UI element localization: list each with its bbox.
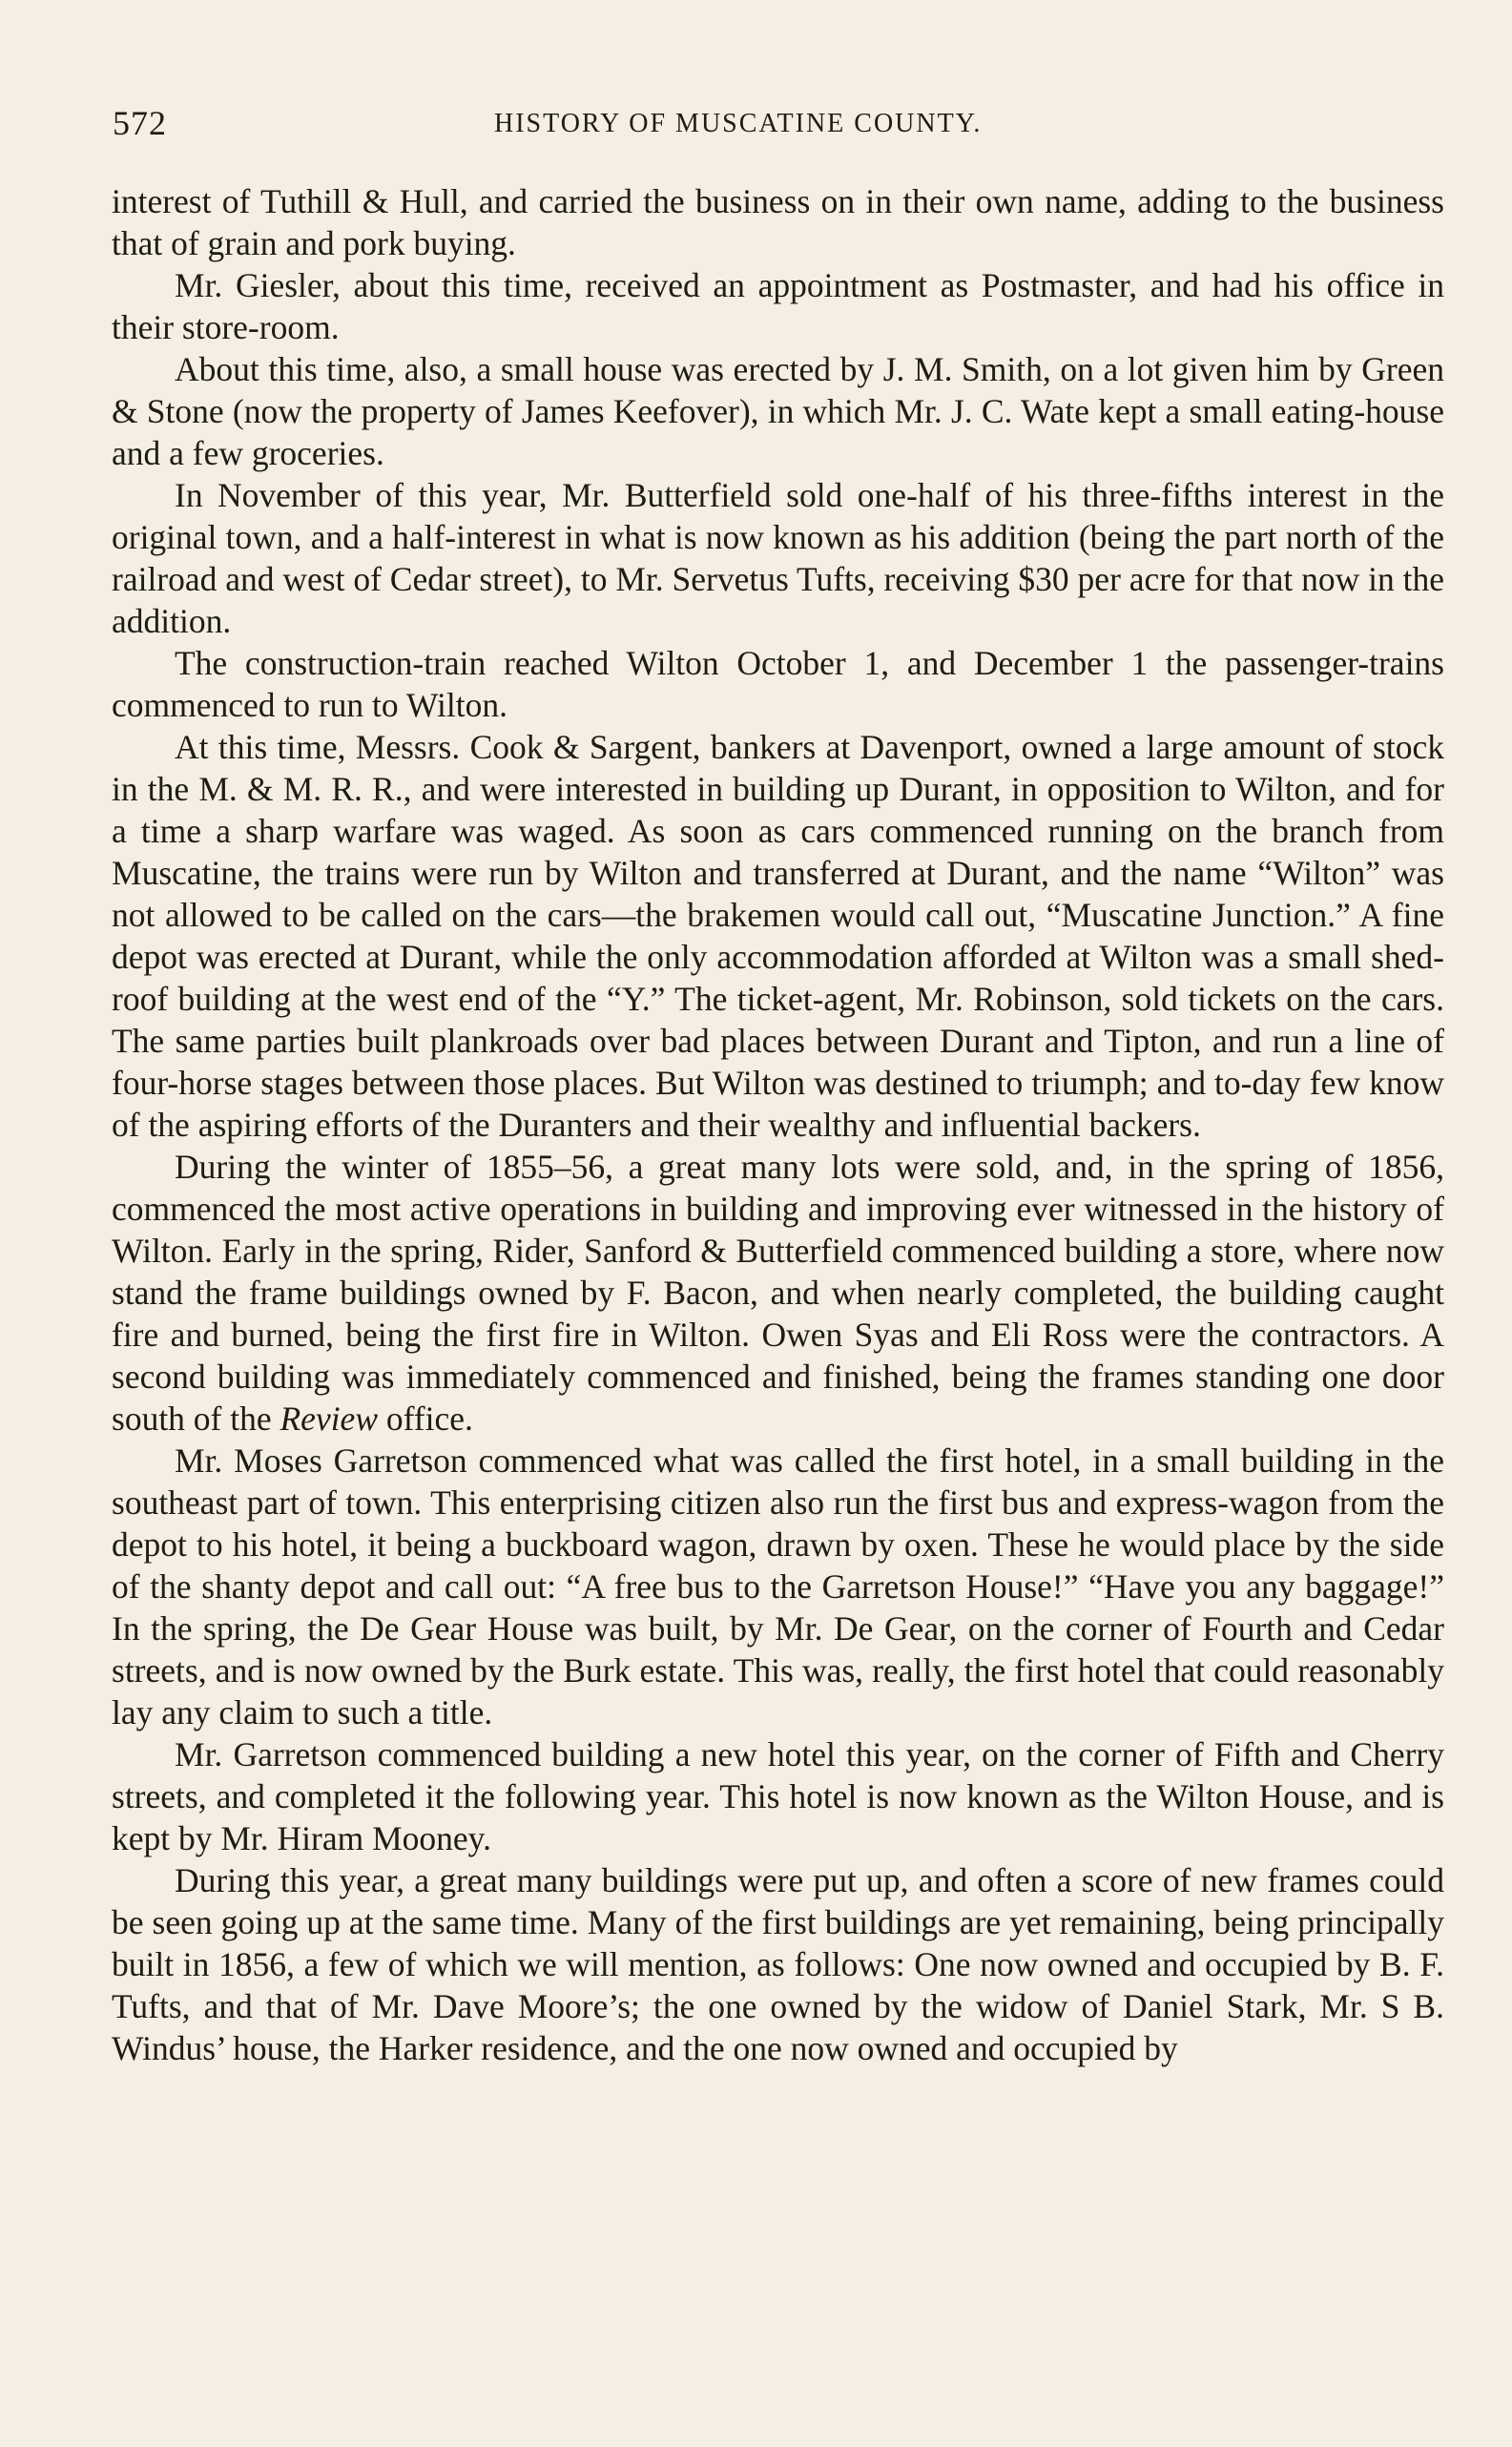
paragraph: In November of this year, Mr. Butterfield sold one-half of his three-fifths interest in the original town, and a half-interest in what is now known as his addition (being the part north of the railroad and west of Cedar street), to Mr. Servetus Tufts, receiving $30 per acre for that now in the addition. [112,476,1444,640]
paragraph-continued: interest of Tuthill & Hull, and carried the business on in their own name, adding to the business that of grain and pork buying. [112,182,1444,262]
paragraph: The construction-train reached Wilton October 1, and December 1 the passenger-trains commenced to run to Wilton. [112,644,1444,724]
page-header [113,103,1443,149]
italic-term-review: Review [280,1400,378,1438]
paragraph: Mr. Giesler, about this time, received an appointment as Postmaster, and had his office in their store-room. [112,266,1444,346]
paragraph-text-end: office. [378,1400,473,1438]
paragraph-with-italic [112,1146,1444,1440]
paragraph-text: During the winter of 1855–56, a great many lots were sold, and, in the spring of 1856, commenced the most active operations in building and improving ever witnessed in the history of Wilton. Early in the spring, Rider, Sanford & Butterfield commenced building a store, where now stand the frame buildings owned by F. Bacon, and when nearly completed, the building caught fire and burned, being the first fire in Wilton. Owen Syas and Eli Ross were the contractors. A second building was immediately commenced and finished, being the frames standing one door south of the [112,1148,1444,1438]
paragraph: Mr. Moses Garretson commenced what was called the first hotel, in a small building in the southeast part of town. This enterprising citizen also run the first bus and express-wagon from the depot to his hotel, it being a buckboard wagon, drawn by oxen. These he would place by the side of the shanty depot and call out: “A free bus to the Garretson House!” “Have you any baggage!” In the spring, the De Gear House was built, by Mr. De Gear, on the corner of Fourth and Cedar streets, and is now owned by the Burk estate. This was, really, the first hotel that could reasonably lay any claim to such a title. [112,1441,1444,1732]
running-title: HISTORY OF MUSCATINE COUNTY. [494,109,983,138]
page-number: 572 [113,104,167,142]
paragraph: At this time, Messrs. Cook & Sargent, bankers at Davenport, owned a large amount of stock in the M. & M. R. R., and were interested in building up Durant, in opposition to Wilton, and for a time a sharp warfare was waged. As soon as cars commenced running on the branch from Muscatine, the trains were run by Wilton and transferred at Durant, and the name “Wilton” was not allowed to be called on the cars—the brakemen would call out, “Muscatine Junction.” A fine depot was erected at Durant, while the only accommodation afforded at Wilton was a small shed-roof building at the west end of the “Y.” The ticket-agent, Mr. Robinson, sold tickets on the cars. The same parties built plankroads over bad places between Durant and Tipton, and run a line of four-horse stages between those places. But Wilton was destined to triumph; and to-day few know of the aspiring efforts of the Duranters and their wealthy and influential backers. [112,728,1444,1144]
paragraph: About this time, also, a small house was erected by J. M. Smith, on a lot given him by Green & Stone (now the property of James Keefover), in which Mr. J. C. Wate kept a small eating-house and a few groceries. [112,350,1444,472]
body-text [112,180,1444,2069]
paragraph: During this year, a great many buildings were put up, and often a score of new frames could be seen going up at the same time. Many of the first buildings are yet remaining, being principally built in 1856, a few of which we will mention, as follows: One now owned and occupied by B. F. Tufts, and that of Mr. Dave Moore’s; the one owned by the widow of Daniel Stark, Mr. S B. Windus’ house, the Harker residence, and the one now owned and occupied by [112,1861,1444,2067]
paragraph: Mr. Garretson commenced building a new hotel this year, on the corner of Fifth and Cherry streets, and completed it the following year. This hotel is now known as the Wilton House, and is kept by Mr. Hiram Mooney. [112,1735,1444,1857]
